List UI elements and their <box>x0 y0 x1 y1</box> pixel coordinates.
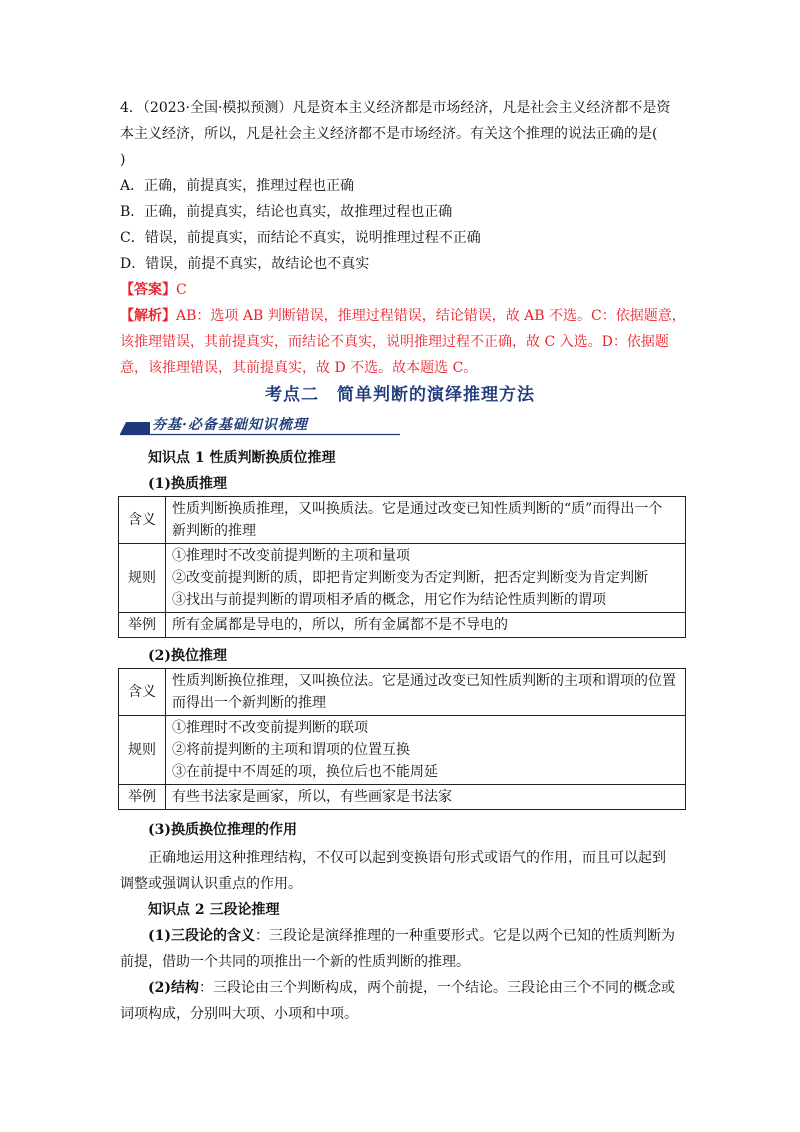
table-row <box>119 785 686 810</box>
paragraph-1-line-2: 前提，借助一个共同的项推出一个新的性质判断的推理。 <box>120 954 470 970</box>
analysis-line-1 <box>120 306 686 326</box>
table-label-definition: 含义 <box>119 669 166 716</box>
question-line-1: 4．（2023·全国·模拟预测）凡是资本主义经济都是市场经济，凡是社会主义经济都不是资 <box>120 100 671 116</box>
table-label-rules: 规则 <box>119 716 166 785</box>
table-cell-rules <box>166 716 686 785</box>
subsection-2-title: (2)换位推理 <box>148 648 227 664</box>
table-conversion-position <box>118 668 686 810</box>
table-row <box>119 613 686 638</box>
definition-line-1: 性质判断换位推理，又叫换位法。它是通过改变已知性质判断的主项和谓项的位置 <box>172 673 676 689</box>
paragraph-1-line-1 <box>148 926 675 946</box>
analysis-line-3: 意，该推理错误，其前提真实，故 D 不选。故本题选 C。 <box>120 360 478 376</box>
table-row <box>119 497 686 544</box>
answer-value: C <box>176 282 187 298</box>
rule-3: ③找出与前提判断的谓项相矛盾的概念，用它作为结论性质判断的谓项 <box>172 592 606 608</box>
table-label-example: 举例 <box>119 785 166 810</box>
rule-2: ②将前提判断的主项和谓项的位置互换 <box>172 742 410 758</box>
paragraph-1-text: ：三段论是演绎推理的一种重要形式。它是以两个已知的性质判断为 <box>255 928 675 944</box>
banner-title: 夯基·必备基础知识梳理 <box>152 417 308 433</box>
analysis-text-1: AB：选项 AB 判断错误，推理过程错误，结论错误，故 AB 不选。C：依据题意， <box>176 308 686 324</box>
definition-line-2: 而得出一个新判断的推理 <box>172 695 326 711</box>
knowledge-point-1-title: 知识点 1 性质判断换质位推理 <box>148 450 336 466</box>
table-label-example: 举例 <box>119 613 166 638</box>
table-cell-rules <box>166 544 686 613</box>
rule-1: ①推理时不改变前提判断的主项和量项 <box>172 548 410 564</box>
paragraph-2-line-1 <box>148 978 675 998</box>
option-c: C．错误，前提真实，而结论不真实，说明推理过程不正确 <box>120 230 481 246</box>
option-a: A．正确，前提真实，推理过程也正确 <box>120 178 355 194</box>
table-cell-definition <box>166 497 686 544</box>
answer-line <box>120 280 187 300</box>
option-b: B．正确，前提真实，结论也真实，故推理过程也正确 <box>120 204 453 220</box>
subsection-1-title: (1)换质推理 <box>148 476 227 492</box>
paragraph-2-label: (2)结构 <box>148 980 199 996</box>
paragraph-2-line-2: 词项构成，分别叫大项、小项和中项。 <box>120 1006 358 1022</box>
table-conversion <box>118 496 686 638</box>
definition-line-2: 新判断的推理 <box>172 523 256 539</box>
rule-2: ②改变前提判断的质，即把肯定判断变为否定判断，把否定判断变为肯定判断 <box>172 570 648 586</box>
rule-3: ③在前提中不周延的项，换位后也不能周延 <box>172 764 438 780</box>
answer-label: 【答案】 <box>120 282 176 298</box>
subsection-3-text-2: 调整或强调认识重点的作用。 <box>120 876 302 892</box>
paragraph-2-text: ：三段论由三个判断构成，两个前提，一个结论。三段论由三个不同的概念或 <box>199 980 675 996</box>
option-d: D．错误，前提不真实，故结论也不真实 <box>120 256 370 272</box>
definition-line-1: 性质判断换质推理，又叫换质法。它是通过改变已知性质判断的“质”而得出一个 <box>172 501 663 517</box>
subsection-3-title: (3)换质换位推理的作用 <box>148 822 297 838</box>
paragraph-1-label: (1)三段论的含义 <box>148 928 255 944</box>
question-line-2: 本主义经济，所以，凡是社会主义经济都不是市场经济。有关这个推理的说法正确的是( <box>120 126 658 142</box>
section-title: 考点二 简单判断的演绎推理方法 <box>265 385 535 405</box>
table-row <box>119 544 686 613</box>
table-label-definition: 含义 <box>119 497 166 544</box>
rule-1: ①推理时不改变前提判断的联项 <box>172 720 368 736</box>
table-cell-example: 所有金属都是导电的，所以，所有金属都不是不导电的 <box>166 613 686 638</box>
table-row <box>119 716 686 785</box>
table-label-rules: 规则 <box>119 544 166 613</box>
table-row <box>119 669 686 716</box>
table-cell-example: 有些书法家是画家，所以，有些画家是书法家 <box>166 785 686 810</box>
analysis-label: 【解析】 <box>120 308 176 324</box>
subsection-3-text-1: 正确地运用这种推理结构，不仅可以起到变换语句形式或语气的作用，而且可以起到 <box>148 850 666 866</box>
table-cell-definition <box>166 669 686 716</box>
analysis-line-2: 该推理错误，其前提真实，而结论不真实，说明推理过程不正确，故 C 入选。D：依据题 <box>120 334 669 350</box>
knowledge-point-2-title: 知识点 2 三段论推理 <box>148 902 280 918</box>
question-line-3: ) <box>120 152 126 168</box>
